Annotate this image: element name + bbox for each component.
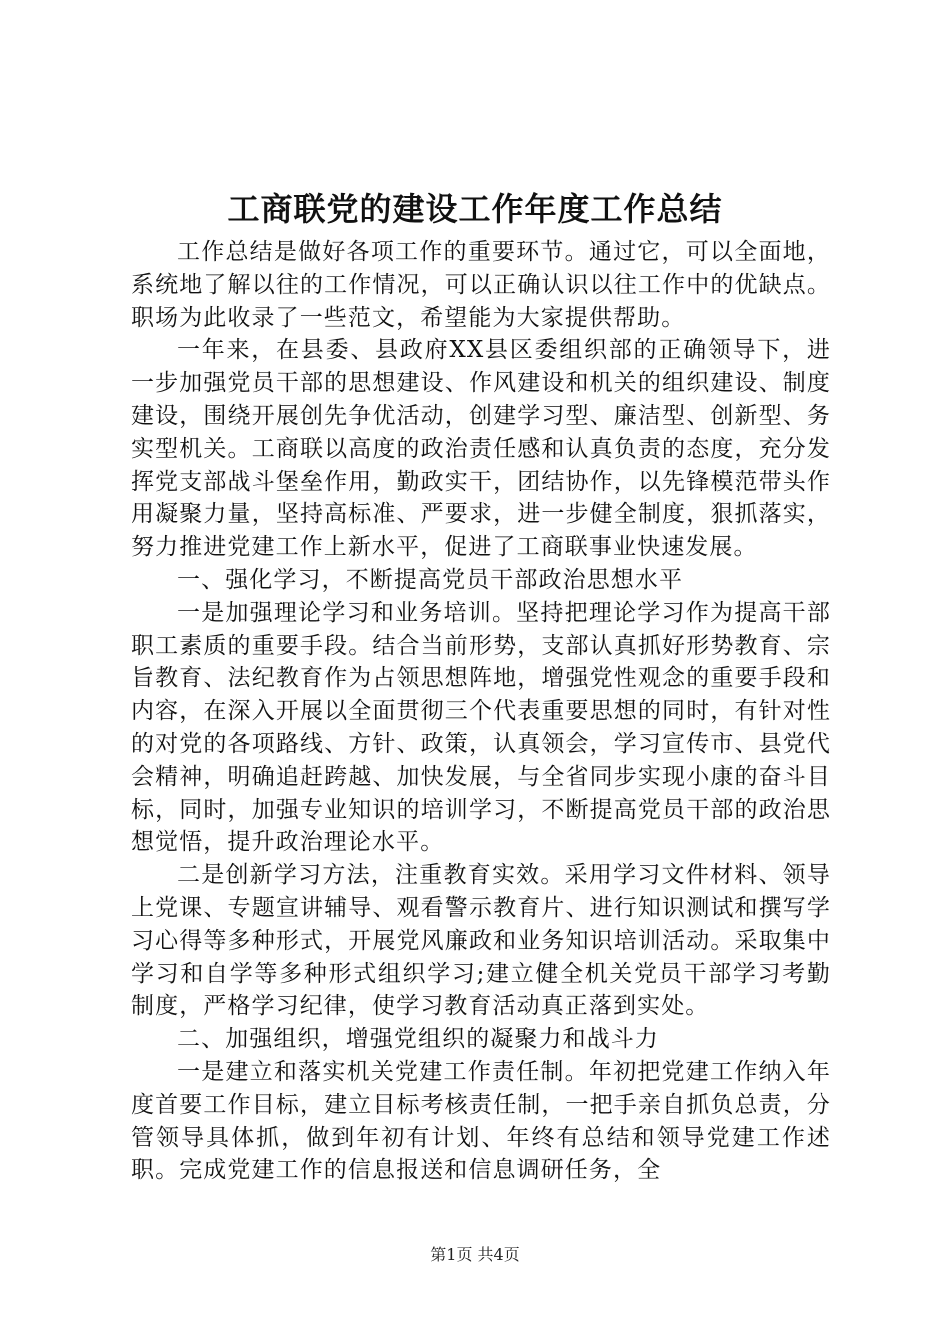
paragraph-responsibility-system: 一是建立和落实机关党建工作责任制。年初把党建工作纳入年度首要工作目标，建立目标考核责任制，一把手亲自抓负总责，分管领导具体抓，做到年初有计划、年终有总结和领导党建工作述职。完成党建工作的信息报送和信息调研任务，全	[131, 1058, 831, 1184]
page-number-footer: 第1页 共4页	[430, 1245, 520, 1264]
paragraph-intro: 工作总结是做好各项工作的重要环节。通过它，可以全面地，系统地了解以往的工作情况，可以正确认识以往工作中的优缺点。职场为此收录了一些范文，希望能为大家提供帮助。	[131, 239, 831, 331]
document-body	[131, 236, 831, 1187]
paragraph-study-methods: 二是创新学习方法，注重教育实效。采用学习文件材料、领导上党课、专题宣讲辅导、观看警示教育片、进行知识测试和撰写学习心得等多种形式，开展党风廉政和业务知识培训活动。采取集中学习和自学等多种形式组织学习;建立健全机关党员干部学习考勤制度，严格学习纪律，使学习教育活动真正落到实处。	[131, 862, 831, 1020]
paragraph-theory-study: 一是加强理论学习和业务培训。坚持把理论学习作为提高干部职工素质的重要手段。结合当前形势，支部认真抓好形势教育、宗旨教育、法纪教育作为占领思想阵地，增强党性观念的重要手段和内容，在深入开展以全面贯彻三个代表重要思想的同时，有针对性的对党的各项路线、方针、政策，认真领会，学习宣传市、县党代会精神，明确追赶跨越、加快发展，与全省同步实现小康的奋斗目标，同时，加强专业知识的培训学习，不断提高党员干部的政治思想觉悟，提升政治理论水平。	[131, 599, 831, 856]
section-heading-2: 二、加强组织，增强党组织的凝聚力和战斗力	[177, 1026, 659, 1053]
paragraph-overview: 一年来，在县委、县政府XX县区委组织部的正确领导下，进一步加强党员干部的思想建设、作风建设和机关的组织建设、制度建设，围绕开展创先争优活动，创建学习型、廉洁型、创新型、务实型机关。工商联以高度的政治责任感和认真负责的态度，充分发挥党支部战斗堡垒作用，勤政实干，团结协作，以先锋模范带头作用凝聚力量，坚持高标准、严要求，进一步健全制度，狠抓落实，努力推进党建工作上新水平，促进了工商联事业快速发展。	[131, 337, 831, 561]
page-title: 工商联党的建设工作年度工作总结	[227, 190, 723, 228]
section-heading-1: 一、强化学习，不断提高党员干部政治思想水平	[177, 566, 684, 593]
